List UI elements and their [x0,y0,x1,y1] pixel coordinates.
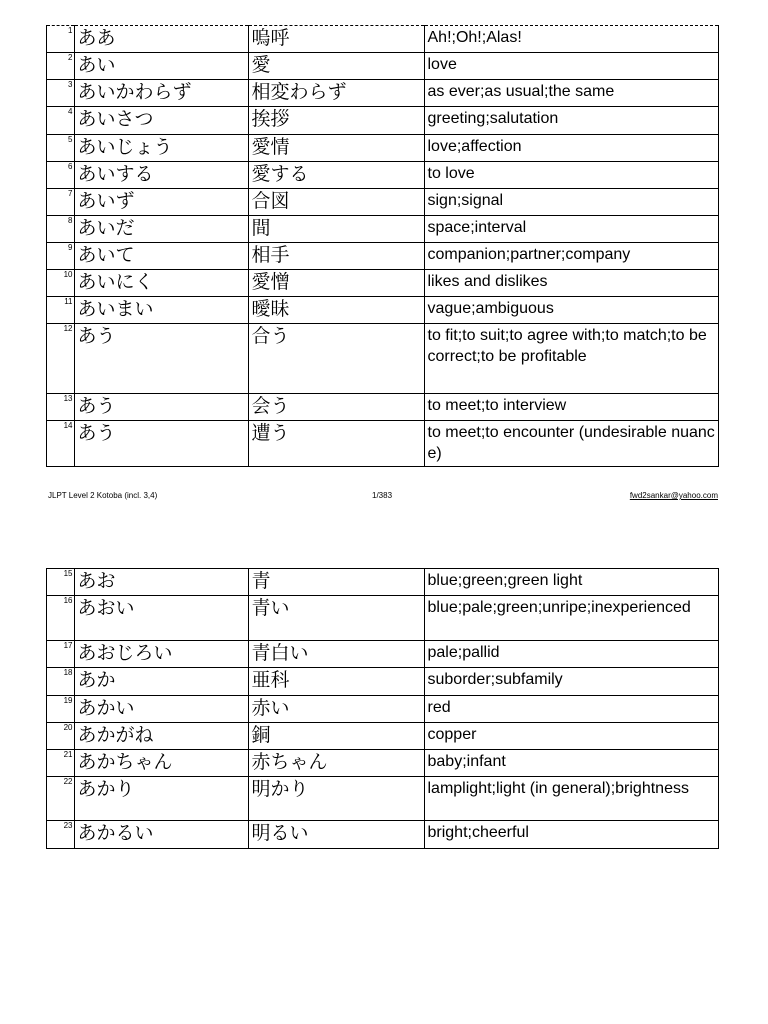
row-number: 8 [46,216,74,243]
row-number: 7 [46,189,74,216]
kana-reading: あいだ [74,216,248,243]
row-gutter [28,135,46,162]
kanji-word: 相手 [248,243,424,270]
kanji-word: 赤ちゃん [248,750,424,777]
english-meaning: as ever;as usual;the same [424,80,718,107]
row-number: 5 [46,135,74,162]
kana-reading: あいさつ [74,107,248,135]
row-gutter [28,243,46,270]
row-gutter [28,750,46,777]
row-gutter [28,723,46,750]
row-gutter [28,641,46,668]
english-meaning: to meet;to interview [424,394,718,421]
row-gutter [28,394,46,421]
row-number: 22 [46,777,74,821]
row-gutter [28,569,46,596]
kana-reading: あいて [74,243,248,270]
kana-reading: あかり [74,777,248,821]
kana-reading: あか [74,668,248,696]
kanji-word: 明るい [248,821,424,849]
table-row [28,26,718,53]
english-meaning: bright;cheerful [424,821,718,849]
kanji-word: 青 [248,569,424,596]
kanji-word: 明かり [248,777,424,821]
table-row [28,596,718,641]
kana-reading: あう [74,394,248,421]
kana-reading: あいず [74,189,248,216]
row-gutter [28,596,46,641]
row-gutter [28,26,46,53]
kanji-word: 間 [248,216,424,243]
english-meaning: to love [424,162,718,189]
row-gutter [28,421,46,467]
kana-reading: あかがね [74,723,248,750]
kanji-word: 青白い [248,641,424,668]
row-gutter [28,696,46,723]
kana-reading: あかい [74,696,248,723]
kana-reading: あいじょう [74,135,248,162]
row-gutter [28,324,46,394]
kana-reading: あいにく [74,270,248,297]
kana-reading: あう [74,421,248,467]
table-row [28,324,718,394]
row-number: 20 [46,723,74,750]
kana-reading: あかちゃん [74,750,248,777]
kanji-word: 亜科 [248,668,424,696]
row-number: 11 [46,297,74,324]
row-gutter [28,162,46,189]
table-row [28,135,718,162]
kanji-word: 遭う [248,421,424,467]
kanji-word: 合う [248,324,424,394]
table-row [28,394,718,421]
row-number: 9 [46,243,74,270]
row-number: 16 [46,596,74,641]
row-gutter [28,216,46,243]
row-number: 2 [46,53,74,80]
table-row [28,53,718,80]
row-number: 14 [46,421,74,467]
kanji-word: 合図 [248,189,424,216]
row-gutter [28,189,46,216]
kanji-word: 愛する [248,162,424,189]
table-row [28,777,718,821]
kana-reading: あいまい [74,297,248,324]
row-number: 1 [46,26,74,53]
row-gutter [28,668,46,696]
vocab-table-page-1 [28,25,719,467]
english-meaning: to meet;to encounter (undesirable nuance) [424,421,718,467]
kana-reading: あいかわらず [74,80,248,107]
english-meaning: companion;partner;company [424,243,718,270]
kanji-word: 赤い [248,696,424,723]
kana-reading: あい [74,53,248,80]
table-row [28,821,718,849]
kanji-word: 銅 [248,723,424,750]
table-row [28,696,718,723]
row-number: 17 [46,641,74,668]
kana-reading: ああ [74,26,248,53]
row-number: 3 [46,80,74,107]
kanji-word: 青い [248,596,424,641]
english-meaning: love [424,53,718,80]
author-email-link[interactable]: fwd2sankar@yahoo.com [629,491,718,500]
row-gutter [28,270,46,297]
kanji-word: 相変わらず [248,80,424,107]
english-meaning: Ah!;Oh!;Alas! [424,26,718,53]
english-meaning: sign;signal [424,189,718,216]
kanji-word: 愛憎 [248,270,424,297]
english-meaning: blue;green;green light [424,569,718,596]
kana-reading: あおい [74,596,248,641]
english-meaning: copper [424,723,718,750]
table-row [28,297,718,324]
page-footer [48,491,718,505]
row-number: 12 [46,324,74,394]
table-row [28,569,718,596]
table-row [28,641,718,668]
table-row [28,189,718,216]
row-number: 10 [46,270,74,297]
row-number: 18 [46,668,74,696]
english-meaning: to fit;to suit;to agree with;to match;to be correct;to be profitable [424,324,718,394]
english-meaning: pale;pallid [424,641,718,668]
table-row [28,270,718,297]
footer-title: JLPT Level 2 Kotoba (incl. 3,4) [48,491,158,500]
english-meaning: suborder;subfamily [424,668,718,696]
row-number: 19 [46,696,74,723]
table-row [28,668,718,696]
table-row [28,80,718,107]
kanji-word: 愛 [248,53,424,80]
english-meaning: likes and dislikes [424,270,718,297]
english-meaning: love;affection [424,135,718,162]
table-row [28,243,718,270]
table-row [28,421,718,467]
row-number: 23 [46,821,74,849]
kana-reading: あかるい [74,821,248,849]
row-gutter [28,80,46,107]
kanji-word: 会う [248,394,424,421]
english-meaning: red [424,696,718,723]
row-gutter [28,53,46,80]
vocab-table-page-2 [28,568,719,849]
table-row [28,216,718,243]
table-row [28,107,718,135]
kanji-word: 曖昧 [248,297,424,324]
english-meaning: vague;ambiguous [424,297,718,324]
table-row [28,750,718,777]
kana-reading: あおじろい [74,641,248,668]
english-meaning: space;interval [424,216,718,243]
row-gutter [28,107,46,135]
kanji-word: 愛情 [248,135,424,162]
kana-reading: あう [74,324,248,394]
kanji-word: 嗚呼 [248,26,424,53]
row-gutter [28,297,46,324]
kana-reading: あお [74,569,248,596]
english-meaning: baby;infant [424,750,718,777]
table-row [28,723,718,750]
english-meaning: lamplight;light (in general);brightness [424,777,718,821]
row-number: 15 [46,569,74,596]
row-number: 21 [46,750,74,777]
english-meaning: blue;pale;green;unripe;inexperienced [424,596,718,641]
row-number: 6 [46,162,74,189]
page-number: 1/383 [372,491,393,500]
row-number: 4 [46,107,74,135]
english-meaning: greeting;salutation [424,107,718,135]
kana-reading: あいする [74,162,248,189]
row-number: 13 [46,394,74,421]
kanji-word: 挨拶 [248,107,424,135]
row-gutter [28,821,46,849]
table-row [28,162,718,189]
row-gutter [28,777,46,821]
